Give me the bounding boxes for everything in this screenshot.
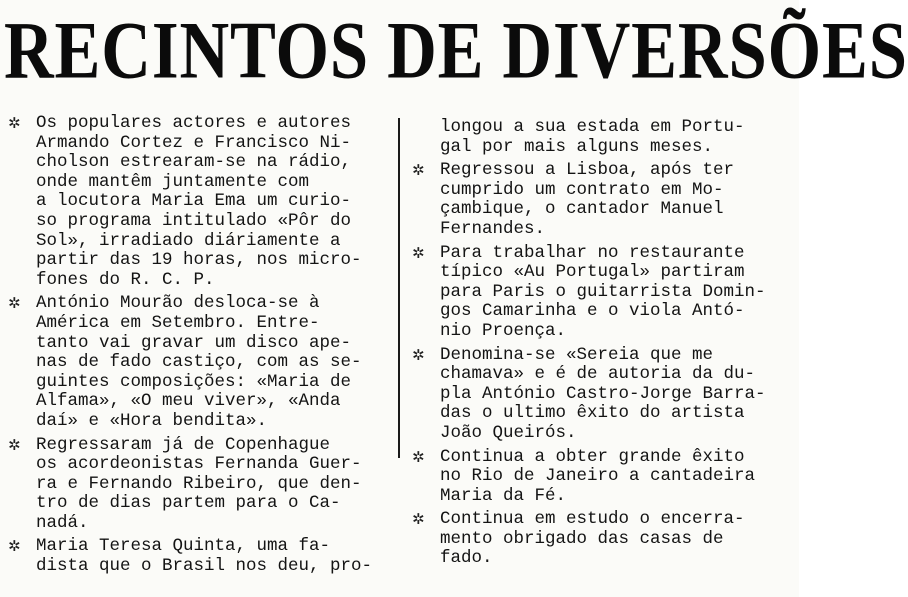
- text-line: ra e Fernando Ribeiro, que den-: [36, 473, 362, 494]
- news-item-joao-queiros: [410, 346, 796, 444]
- asterisk-bullet-icon: ✲: [8, 435, 21, 454]
- text-line: Maria da Fé.: [440, 485, 567, 506]
- text-line: Alfama», «O meu viver», «Anda: [36, 391, 341, 412]
- text-line: fado.: [440, 548, 493, 569]
- news-item-cortez-nicholson: [6, 114, 392, 290]
- text-line: Sol», irradiado diáriamente a: [36, 230, 341, 251]
- news-item-maria-teresa-quinta: [6, 537, 392, 576]
- news-item-au-portugal: [410, 244, 796, 342]
- text-line: daí» e «Hora bendita».: [36, 410, 268, 431]
- text-line: cumprido um contrato em Mo-: [440, 179, 724, 200]
- asterisk-bullet-icon: ✲: [412, 161, 425, 180]
- text-line: cholson estrearam-se na rádio,: [36, 152, 352, 173]
- text-line: longou a sua estada em Portu-: [440, 117, 745, 137]
- text-line: no Rio de Janeiro a cantadeira: [440, 466, 756, 487]
- right-column: [410, 118, 796, 573]
- asterisk-bullet-icon: ✲: [412, 243, 425, 262]
- news-item-casas-de-fado: [410, 510, 796, 569]
- asterisk-bullet-icon: ✲: [8, 114, 21, 132]
- column-divider: [398, 118, 400, 458]
- text-line: onde mantêm juntamente com: [36, 171, 310, 192]
- text-line: Fernandes.: [440, 218, 546, 239]
- text-line: gal por mais alguns meses.: [440, 136, 714, 157]
- text-line: Armando Cortez e Francisco Ni-: [36, 132, 352, 153]
- asterisk-bullet-icon: ✲: [412, 345, 425, 364]
- text-line: Continua a obter grande êxito: [440, 446, 745, 467]
- text-line: nio Proença.: [440, 320, 567, 341]
- text-line: nadá.: [36, 512, 89, 533]
- news-item-antonio-mourao: [6, 294, 392, 431]
- text-line: Continua em estudo o encerra-: [440, 509, 745, 530]
- news-item-maria-da-fe: [410, 448, 796, 507]
- text-line: çambique, o cantador Manuel: [440, 199, 724, 220]
- text-line: Para trabalhar no restaurante: [440, 242, 745, 263]
- text-line: so programa intitulado «Pôr do: [36, 210, 352, 231]
- text-line: os acordeonistas Fernanda Guer-: [36, 454, 362, 475]
- text-line: guintes composições: «Maria de: [36, 371, 352, 392]
- text-line: gos Camarinha e o viola Antó-: [440, 301, 745, 322]
- text-line: partir das 19 horas, nos micro-: [36, 250, 362, 271]
- text-line: nas de fado castiço, com as se-: [36, 352, 362, 373]
- text-line: mento obrigado das casas de: [440, 528, 724, 549]
- text-line: António Mourão desloca-se à: [36, 293, 320, 314]
- news-item-continuation: [410, 118, 796, 157]
- text-line: Regressou a Lisboa, após ter: [440, 160, 735, 181]
- text-line: fones do R. C. P.: [36, 269, 215, 290]
- text-line: Os populares actores e autores: [36, 113, 352, 133]
- text-line: para Paris o guitarrista Domin-: [440, 281, 766, 302]
- asterisk-bullet-icon: ✲: [412, 510, 425, 529]
- asterisk-bullet-icon: ✲: [412, 447, 425, 466]
- news-item-acordeonistas: [6, 436, 392, 534]
- text-line: pla António Castro-Jorge Barra-: [440, 383, 766, 404]
- asterisk-bullet-icon: ✲: [8, 537, 21, 556]
- text-line: chamava» e é de autoria da du-: [440, 364, 756, 385]
- text-line: típico «Au Portugal» partiram: [440, 262, 745, 283]
- asterisk-bullet-icon: ✲: [8, 294, 21, 313]
- left-column: [6, 114, 392, 581]
- text-line: dista que o Brasil nos deu, pro-: [36, 556, 373, 577]
- text-line: João Queirós.: [440, 422, 577, 443]
- headline: RECINTOS DE DIVERSÕES: [4, 6, 908, 96]
- text-line: Regressaram já de Copenhague: [36, 434, 331, 455]
- text-line: Denomina-se «Sereia que me: [440, 344, 714, 365]
- text-line: das o ultimo êxito do artista: [440, 403, 745, 424]
- text-line: tanto vai gravar um disco ape-: [36, 332, 352, 353]
- text-line: Maria Teresa Quinta, uma fa-: [36, 536, 331, 557]
- news-item-manuel-fernandes: [410, 161, 796, 239]
- text-line: tro de dias partem para o Ca-: [36, 493, 341, 514]
- text-line: América em Setembro. Entre-: [36, 312, 320, 333]
- text-line: a locutora Maria Ema um curio-: [36, 191, 352, 212]
